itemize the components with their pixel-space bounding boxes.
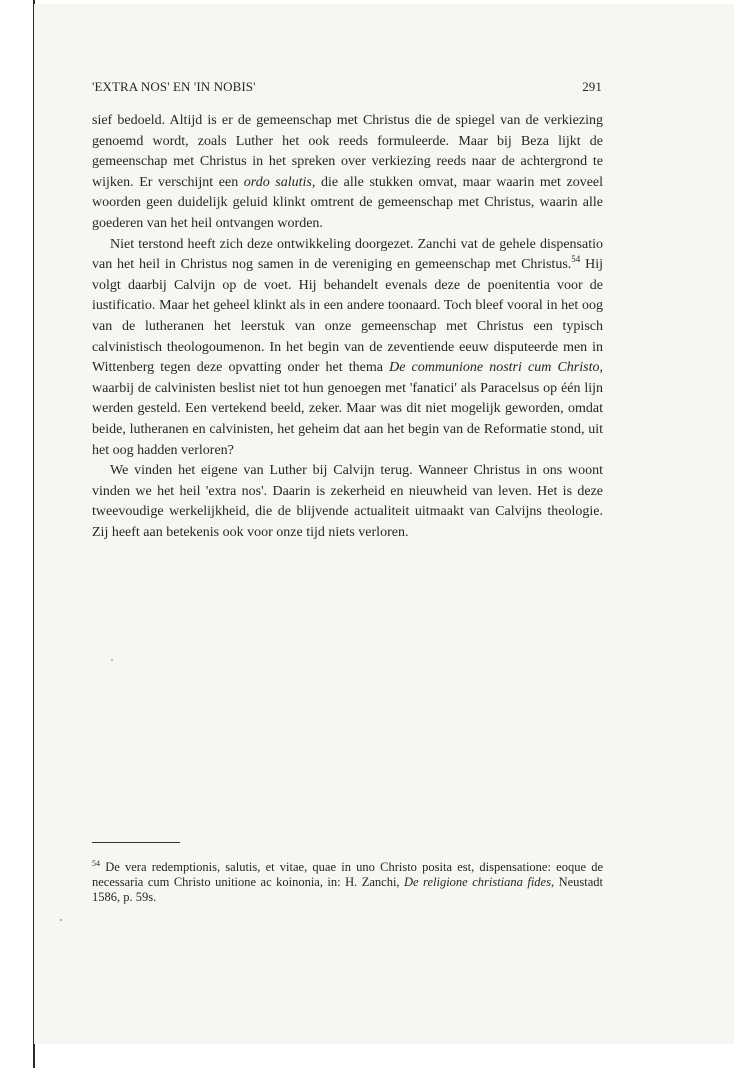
italic-text: ordo salutis [243, 174, 312, 190]
footnotes [92, 847, 603, 917]
speck [111, 659, 113, 661]
paragraph [92, 461, 603, 543]
paragraph [92, 235, 603, 462]
footnote [92, 860, 603, 905]
running-title: 'EXTRA NOS' EN 'IN NOBIS' [92, 79, 256, 94]
text-run: Niet terstond heeft zich deze ontwikkeling doorgezet. Zanchi vat de gehele dispensatio van het heil in Christus nog samen in de vereniging en gemeenschap met Christus. [92, 236, 603, 273]
paragraph [92, 111, 603, 235]
text-run: , waarbij de calvinisten beslist niet tot hun genoegen met 'fanatici' als Paracelsus op één lijn werden gesteld. Een vertekend beeld, zeker. Maar was dit niet mogelijk geworden, omdat beide, lutheranen en calvinisten, het geheim dat aan het begin van de Reformatie stond, uit het oog hadden verloren? [92, 360, 603, 458]
text-run: Hij volgt daarbij Calvijn op de voet. Hij behandelt evenals deze de poenitentia voor de iustificatio. Maar het geheel klinkt als in een andere toonaard. Toch bleef vooral in het oog van de lutheranen het leerstuk van onze gemeenschap met Christus een typisch calvinistisch theologoumenon. In het begin van de zeventiende eeuw disputeerde men in Wittenberg tegen deze opvatting onder het thema [92, 257, 604, 376]
text-run: , die alle stukken omvat, maar waarin met zoveel woorden geen duidelijk geluid klinkt omtrent de gemeenschap met Christus, waarin alle goederen van het heil ontvangen worden. [92, 174, 604, 231]
text-run: De vera redemptionis, salutis, et vitae, quae in uno Christo posita est, dispensatione: eoque de necessaria cum Christo unitione ac koinonia, in: H. Zanchi, [92, 859, 603, 889]
body-text [92, 111, 603, 543]
speck [60, 919, 62, 921]
text-run: We vinden het eigene van Luther bij Calvijn terug. Wanneer Christus in ons woont vinden we het heil 'extra nos'. Daarin is zekerheid en nieuwheid van leven. Het is deze tweevoudige werkelijkheid, die de blijvende actualiteit uitmaakt van Calvijns theologie. Zij heeft aan betekenis ook voor onze tijd niets verloren. [92, 463, 603, 540]
page-number: 291 [582, 79, 602, 94]
footnote-reference: 54 [571, 254, 581, 265]
italic-text: De religione christiana fides [404, 874, 551, 889]
text-run: , Neustadt 1586, p. 59s. [92, 874, 603, 904]
text-run: sief bedoeld. Altijd is er de gemeenschap met Christus die de spiegel van de verkiezing genoemd wordt, zoals Luther het ook reeds formuleerde. Maar bij Beza lijkt de gemeenschap met Christus in het spreken over verkiezing reeds naar de achtergrond te wijken. Er verschijnt een [92, 113, 603, 190]
italic-text: De communione nostri cum Christo [389, 360, 600, 376]
footnote-divider [92, 842, 180, 843]
footnote-reference: 54 [92, 858, 100, 868]
